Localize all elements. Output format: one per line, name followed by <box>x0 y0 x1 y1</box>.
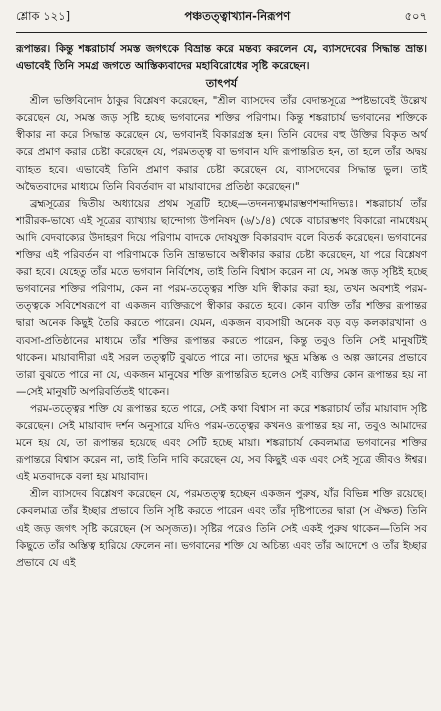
purport-heading: তাৎপর্য <box>205 77 238 91</box>
page-number: ৫০৭ <box>404 9 427 23</box>
purport-paragraph-4: শ্রীল ব্যাসদেব বিশ্লেষণ করেছেন যে, পরমতত্ত্ব হচ্ছেন একজন পুরুষ, যাঁর বিভিন্ন শক্তি রয়েছে। কেবলমাত্র তাঁর ইচ্ছার প্রভাবে তিনি সৃষ্টি করতে পারেন এবং তাঁর দৃষ্টিপাতের দ্বারা (স ঐক্ষত) তিনি এই জড় জগৎ সৃষ্টি করেছেন (স অসৃজত)। সৃষ্টির পরেও তিনি সেই একই পুরুষ থাকেন—তিনি সব কিছুতে তাঁর অস্তিত্ব হারিয়ে ফেলেন না। ভগবানের শক্তি যে অচিন্ত্য এবং তাঁর আদেশে ও তাঁর ইচ্ছার প্রভাবে যে এই <box>16 488 427 569</box>
purport-paragraph-1: শ্রীল ভক্তিবিনোদ ঠাকুর বিশ্লেষণ করেছেন, "শ্রীল ব্যাসদেব তাঁর বেদান্তসূত্রে স্পষ্টভাবেই উল্লেখ করেছেন যে, সমস্ত জড় সৃষ্টি হচ্ছে ভগবানের শক্তির পরিণাম। কিন্তু শঙ্করাচার্য ভগবানের শক্তিকে স্বীকার না করে সিদ্ধান্ত করেছেন যে, ভগবানই বিকারগ্রস্ত হন। তিনি বেদের বহু উক্তির বিকৃত অর্থ করে প্রমাণ করার চেষ্টা করেছেন যে, পরমতত্ত্ব বা ভগবান যদি রূপান্তরিত হন, তা হলে তাঁর অদ্বয় ব্যাহত হবে। এভাবেই তিনি প্রমাণ করার চেষ্টা করেছেন যে, ব্যাসদেবের সিদ্ধান্ত ভুল। তাই অদ্বৈতবাদের মাধ্যমে তিনি বিবর্তবাদ বা মায়াবাদের প্রতিষ্ঠা করেছেন।" <box>16 95 427 193</box>
verse-reference: শ্লোক ১২১] <box>16 9 71 23</box>
chapter-title: পঞ্চতত্ত্বাখ্যান-নিরূপণ <box>184 9 291 23</box>
header-rule <box>16 32 427 33</box>
purport-paragraph-2: ব্রহ্মসূত্রের দ্বিতীয় অধ্যায়ের প্রথম সূত্রটি হচ্ছে—তদনন্যত্বমারম্ভণশব্দাদিভ্যঃ। শঙ্করাচার্য তাঁর শারীরক-ভাষ্যে এই সূত্রের ব্যাখ্যায় ছান্দোগ্য উপনিষদ (৬/১/৪) থেকে বাচারম্ভণং বিকারো নামধেয়ম্ আদি বেদবাক্যের উদাহরণ দিয়ে পরিণাম বাদকে দোষযুক্ত বিকারবাদ বলে বিতর্ক করেছেন। ভগবানের শক্তির এই পরিবর্তন বা পরিণামকে তিনি ভ্রান্তভাবে অস্বীকার করার চেষ্টা করেছেন, যা পরে বিশ্লেষণ করা হবে। যেহেতু তাঁর মতে ভগবান নির্বিশেষ, তাই তিনি বিশ্বাস করেন না যে, সমস্ত জড় সৃষ্টিই হচ্ছে ভগবানের শক্তির পরিণাম, কেন না পরম-তত্ত্বের শক্তি যদি স্বীকার করা হয়, তখন অবশ্যই পরম-তত্ত্বকে সবিশেষরূপে বা একজন ব্যক্তিরূপে স্বীকার করতে হবে। কোন ব্যক্তি তাঁর শক্তির রূপান্তর দ্বারা অনেক কিছুই তৈরি করতে পারেন। যেমন, একজন ব্যবসায়ী অনেক বড় বড় কলকারখানা ও ব্যবসা-প্রতিষ্ঠানের মাধ্যমে তাঁর শক্তির রূপান্তর করতে পারেন, কিন্তু তবুও তিনি সেই মানুষটিই থাকেন। মায়াবাদীরা এই সরল তত্ত্বটি বুঝতে পারে না। তাদের ক্ষুদ্র মস্তিষ্ক ও অল্প জ্ঞানের প্রভাবে তারা বুঝতে পারে না যে, একজন মানুষের শক্তি রূপান্তরিত হলেও সেই ব্যক্তির কোন রূপান্তর হয় না—সেই মানুষটি অপরিবর্তিতই থাকেন। <box>16 197 427 398</box>
translation-paragraph: রূপান্তর। কিন্তু শঙ্করাচার্য সমস্ত জগৎকে বিভ্রান্ত করে মন্তব্য করলেন যে, ব্যাসদেবের সিদ্ধান্ত ভ্রান্ত। এভাবেই তিনি সমগ্র জগতে আস্তিক্যবাদের মহাবিরোধের সৃষ্টি করেছেন। <box>16 43 427 73</box>
purport-paragraph-3: পরম-তত্ত্বের শক্তি যে রূপান্তর হতে পারে, সেই কথা বিশ্বাস না করে শঙ্করাচার্য তাঁর মায়াবাদ সৃষ্টি করেছেন। সেই মায়াবাদ দর্শন অনুসারে যদিও পরম-তত্ত্বের কখনও রূপান্তর হয় না, তবুও আমাদের মনে হয় যে, তা রূপান্তর হয়েছে এবং সেটি হচ্ছে মায়া। শঙ্করাচার্য কেবলমাত্র ভগবানের শক্তির রূপান্তরে বিশ্বাস করেন না, তাই তিনি দাবি করেছেন যে, সব কিছুই এক এবং সেই সূত্রে জীবও ঈশ্বর। এই মতবাদকে বলা হয় মায়াবাদ। <box>16 402 427 484</box>
page-header <box>16 8 427 30</box>
